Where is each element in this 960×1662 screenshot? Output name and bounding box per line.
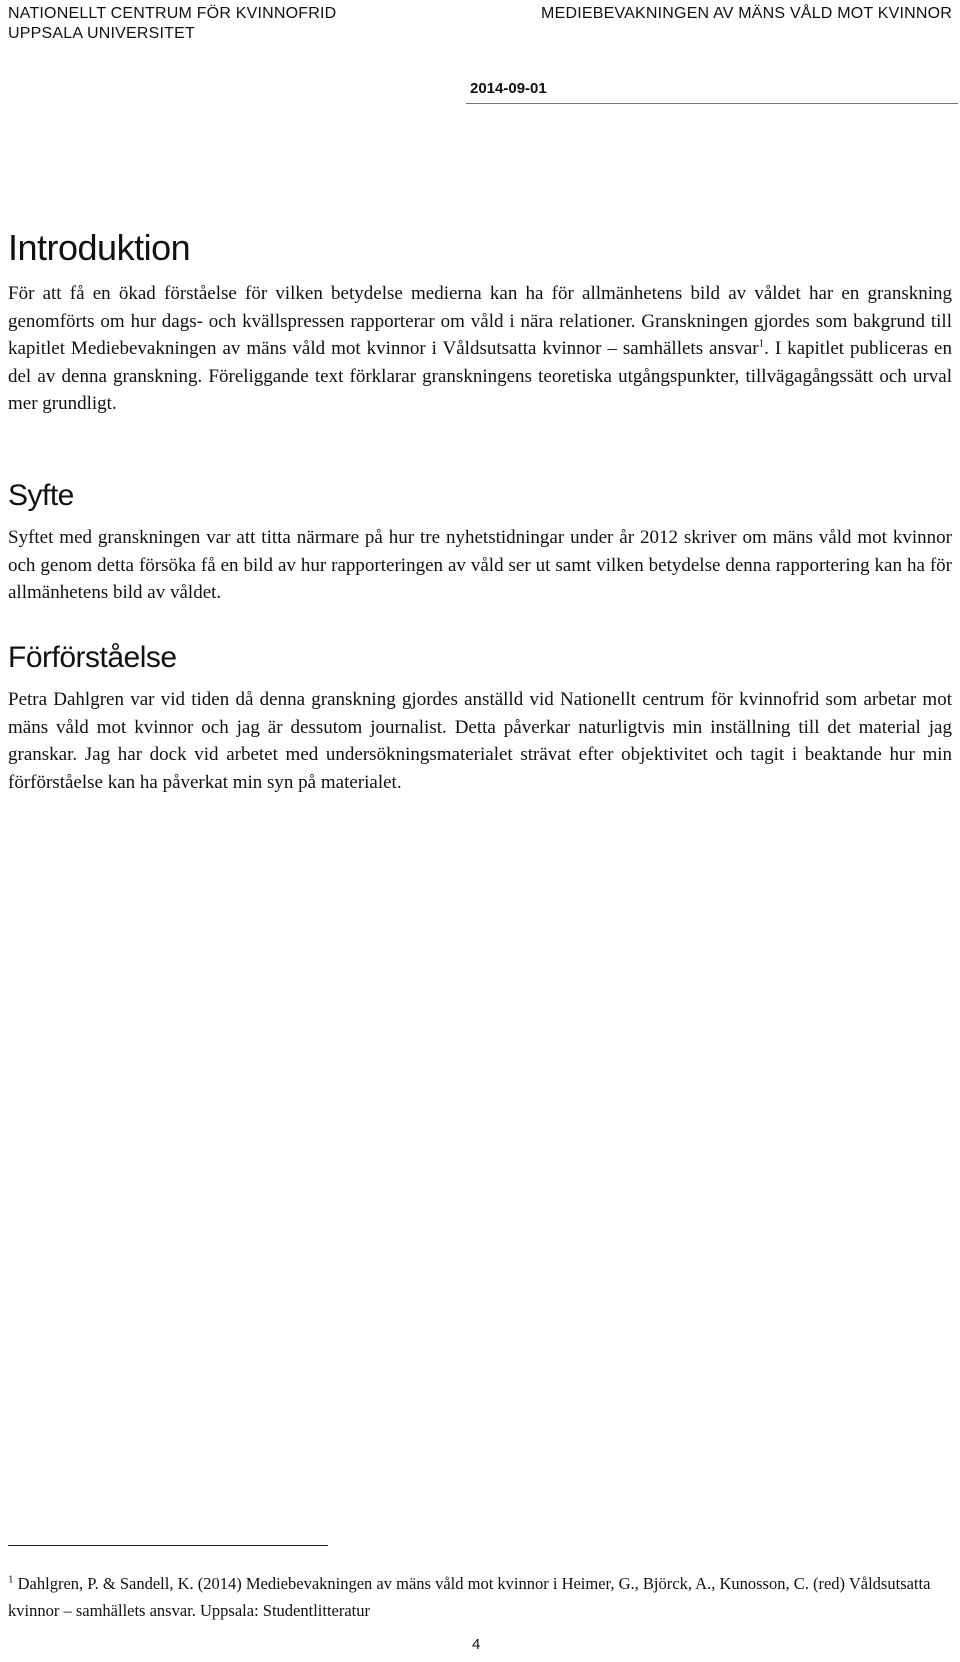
header-org-line1: NATIONELLT CENTRUM FÖR KVINNOFRID	[8, 5, 337, 22]
paragraph-syfte: Syftet med granskningen var att titta närmare på hur tre nyhetstidningar under år 2012 skriver om mäns våld mot kvinnor och genom detta försöka få en bild av hur rapporteringen av våld ser ut samt vilken betydelse denna rapportering kan ha för allmänhetens bild av våldet.	[8, 527, 952, 604]
heading-introduktion: Introduktion	[8, 227, 191, 268]
footnote-text: Dahlgren, P. & Sandell, K. (2014) Mediebevakningen av mäns våld mot kvinnor i Heimer, G., Björck, A., Kunosson, C. (red) Våldsutsatta kvinnor – samhällets ansvar. Uppsala: Studentlitteratur	[8, 1574, 931, 1620]
header-report-title: MEDIEBEVAKNINGEN AV MÄNS VÅLD MOT KVINNOR	[541, 5, 952, 22]
intro-text-before-ref: För att få en ökad förståelse för vilken betydelse medierna kan ha för allmänhetens bild av våldet har en granskning genomförts om hur dags- och kvällspressen rapporterar om våld i nära relationer. Granskningen gjordes som bakgrund till kapitlet Mediebevakningen av mäns våld mot kvinnor i Våldsutsatta kvinnor – samhällets ansvar	[8, 283, 952, 360]
header-organization	[8, 4, 336, 44]
paragraph-introduktion	[8, 280, 952, 418]
footnote-divider	[8, 1545, 328, 1546]
header-date: 2014-09-01	[470, 80, 547, 97]
header-divider	[466, 103, 958, 104]
intro-text-after-ref: . I kapitlet publiceras en del av denna granskning. Föreliggande text förklarar granskningens teoretiska utgångspunkter, tillvägagångssätt och urval mer grundligt.	[8, 338, 952, 415]
heading-syfte: Syfte	[8, 479, 74, 512]
page-number: 4	[472, 1636, 481, 1653]
footnote-reference: 1	[758, 337, 765, 350]
paragraph-forforstaelse: Petra Dahlgren var vid tiden då denna granskning gjordes anställd vid Nationellt centrum för kvinnofrid som arbetar mot mäns våld mot kvinnor och jag är dessutom journalist. Detta påverkar naturligtvis min inställning till det material jag granskar. Jag har dock vid arbetet med undersökningsmaterialet strävat efter objektivitet och tagit i beaktande hur min förförståelse kan ha påverkat min syn på materialet.	[8, 689, 952, 793]
footnote-number: 1	[8, 1573, 14, 1586]
footnote	[8, 1570, 948, 1624]
header-org-line2: UPPSALA UNIVERSITET	[8, 25, 195, 42]
heading-forforstaelse: Förförståelse	[8, 641, 177, 674]
